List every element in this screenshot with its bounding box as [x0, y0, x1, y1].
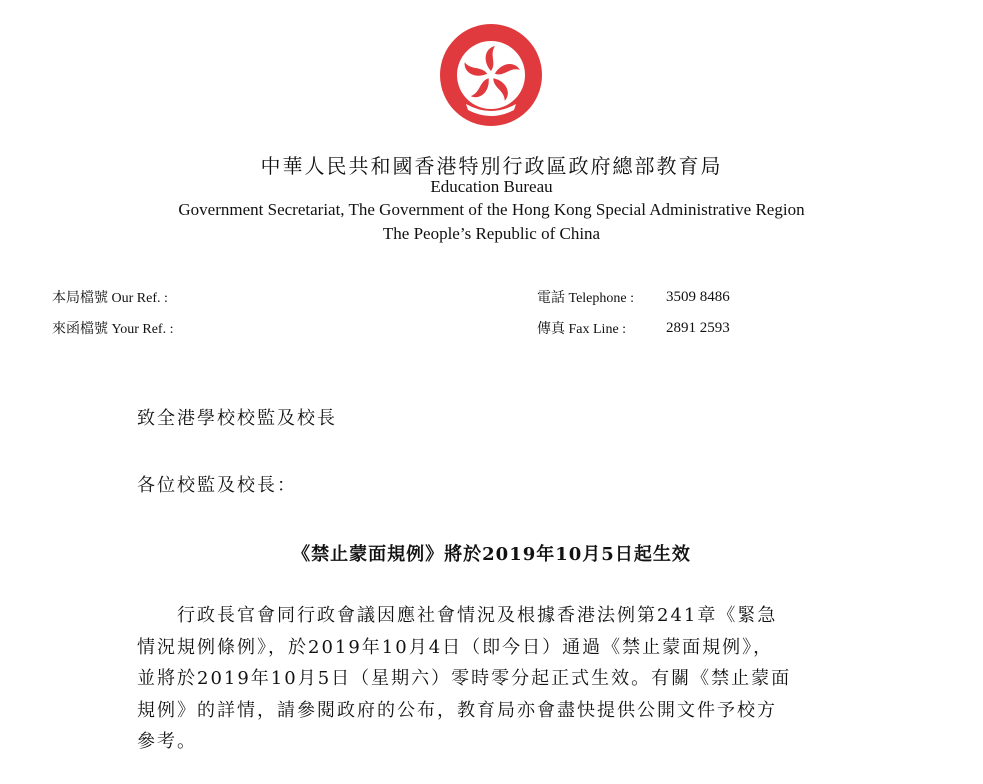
telephone-label: [537, 287, 634, 307]
fax-label-en: Fax Line :: [568, 322, 627, 337]
salutation: 各位校監及校長：: [137, 475, 297, 496]
your-ref-label-zh: 來函檔號: [52, 321, 108, 337]
letterhead-bureau: Education Bureau: [430, 177, 553, 196]
paragraph-line: 參考。: [137, 731, 197, 752]
addressee: 致全港學校校監及校長: [137, 408, 337, 429]
telephone-value: 3509 8486: [666, 289, 730, 305]
our-ref-label-zh: 本局檔號: [52, 290, 108, 306]
fax-value: 2891 2593: [666, 320, 730, 336]
letterhead-secretariat: Government Secretariat, The Government of the Hong Kong Special Administrative Region: [178, 200, 805, 219]
your-ref-label: [52, 318, 173, 338]
our-ref-label: [52, 287, 168, 307]
our-ref-label-en: Our Ref. :: [111, 291, 168, 306]
your-ref-label-en: Your Ref. :: [111, 322, 174, 337]
fax-label-zh: 傳真: [537, 321, 565, 337]
paragraph-line: 行政長官會同行政會議因應社會情況及根據香港法例第241章《緊急: [137, 605, 778, 626]
paragraph-line: 情況規例條例》，於2019年10月4日（即今日）通過《禁止蒙面規例》，: [137, 636, 774, 658]
fax-label: [537, 318, 626, 338]
letter-title: 《禁止蒙面規例》將於2019年10月5日起生效: [292, 544, 691, 565]
letterhead-title-zh: 中華人民共和國香港特別行政區政府總部教育局: [260, 154, 723, 178]
telephone-label-en: Telephone :: [568, 291, 634, 306]
paragraph-line: 並將於2019年10月5日（星期六）零時零分起正式生效。有關《禁止蒙面: [137, 668, 792, 689]
telephone-label-zh: 電話: [537, 290, 565, 306]
paragraph-line: 規例》的詳情，請參閱政府的公布，教育局亦會盡快提供公開文件予校方: [137, 699, 777, 721]
letter-paragraph: [137, 600, 867, 758]
letterhead-country: The People’s Republic of China: [382, 224, 601, 243]
hong-kong-emblem-icon: [438, 22, 544, 128]
